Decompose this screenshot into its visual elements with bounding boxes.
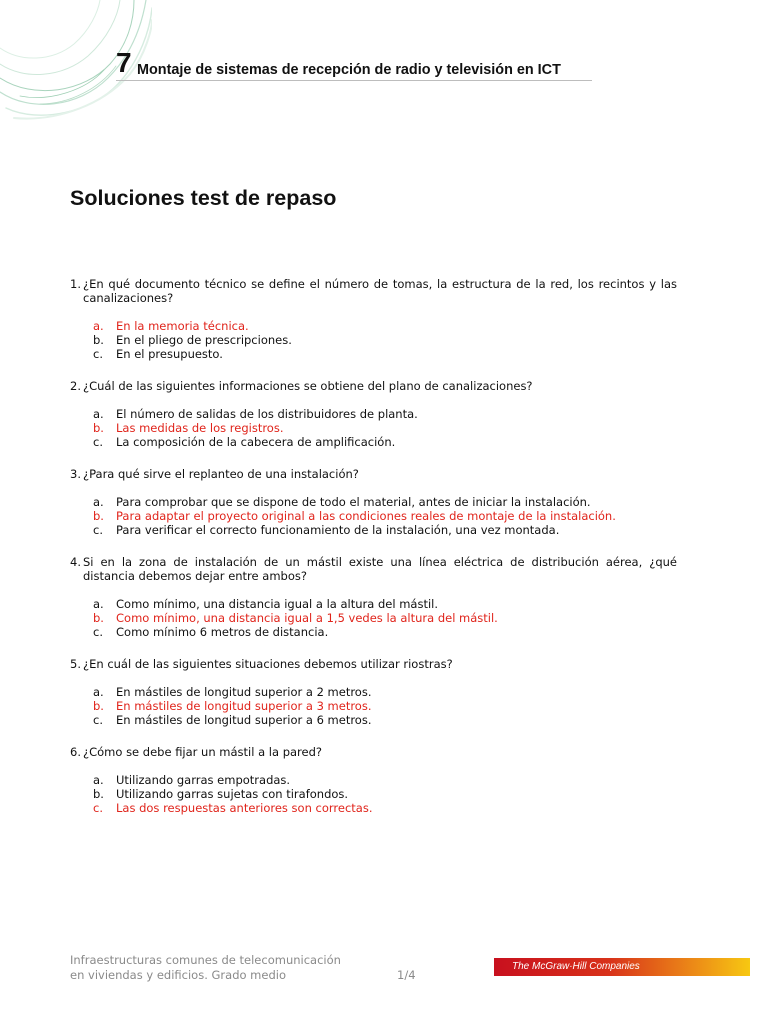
footer-book-title	[70, 953, 341, 983]
option-text: Para verificar el correcto funcionamiento de la instalación, una vez montada.	[116, 523, 560, 537]
option-letter: a.	[93, 319, 104, 333]
option-letter: a.	[93, 773, 104, 787]
question-item	[70, 745, 677, 815]
option-text: Utilizando garras empotradas.	[116, 773, 291, 787]
question-item	[70, 657, 677, 727]
publisher-logo-text: The McGraw·Hill Companies	[512, 961, 640, 972]
option-text: Las dos respuestas anteriores son correctas.	[116, 801, 373, 815]
question-text: ¿Cuál de las siguientes informaciones se obtiene del plano de canalizaciones?	[83, 379, 533, 393]
question-text: ¿Para qué sirve el replanteo de una instalación?	[83, 467, 359, 481]
option-text: En mástiles de longitud superior a 6 metros.	[116, 713, 372, 727]
option-letter: a.	[93, 407, 104, 421]
answer-option	[70, 625, 677, 639]
option-letter: a.	[93, 495, 104, 509]
question-line	[70, 277, 677, 305]
option-text: En mástiles de longitud superior a 2 metros.	[116, 685, 372, 699]
chapter-title: Montaje de sistemas de recepción de radio y televisión en ICT	[137, 62, 561, 78]
option-letter: c.	[93, 347, 103, 361]
question-number: 1.	[70, 277, 81, 291]
question-line	[70, 745, 677, 759]
option-text: Como mínimo, una distancia igual a 1,5 vedes la altura del mástil.	[116, 611, 498, 625]
option-letter: c.	[93, 801, 103, 815]
option-letter: b.	[93, 611, 104, 625]
answer-option	[70, 407, 677, 421]
question-item	[70, 555, 677, 639]
answer-option-correct	[70, 421, 677, 435]
answer-option	[70, 523, 677, 537]
option-letter: b.	[93, 333, 104, 347]
footer-book-title-line2: en viviendas y edificios. Grado medio	[70, 968, 286, 982]
page-number: 1/4	[397, 968, 416, 982]
answer-option	[70, 597, 677, 611]
answer-option-correct	[70, 611, 677, 625]
option-text: Como mínimo, una distancia igual a la altura del mástil.	[116, 597, 438, 611]
answer-options	[70, 597, 677, 639]
option-text: Utilizando garras sujetas con tirafondos.	[116, 787, 349, 801]
question-number: 3.	[70, 467, 81, 481]
question-number: 2.	[70, 379, 81, 393]
answer-options	[70, 319, 677, 361]
option-text: En el pliego de prescripciones.	[116, 333, 292, 347]
option-text: La composición de la cabecera de amplificación.	[116, 435, 396, 449]
option-letter: b.	[93, 509, 104, 523]
answer-option	[70, 333, 677, 347]
option-text: En la memoria técnica.	[116, 319, 249, 333]
answer-options	[70, 685, 677, 727]
option-text: Como mínimo 6 metros de distancia.	[116, 625, 329, 639]
option-letter: b.	[93, 421, 104, 435]
answer-option-correct	[70, 319, 677, 333]
page-title: Soluciones test de repaso	[70, 186, 337, 210]
answer-option	[70, 495, 677, 509]
answer-options	[70, 495, 677, 537]
footer-book-title-line1: Infraestructuras comunes de telecomunicación	[70, 953, 341, 967]
option-letter: c.	[93, 523, 103, 537]
option-letter: a.	[93, 685, 104, 699]
option-letter: c.	[93, 713, 103, 727]
option-text: En el presupuesto.	[116, 347, 223, 361]
publisher-logo	[494, 958, 750, 976]
question-number: 4.	[70, 555, 81, 569]
question-item	[70, 379, 677, 449]
option-text: En mástiles de longitud superior a 3 metros.	[116, 699, 372, 713]
option-letter: c.	[93, 435, 103, 449]
question-text: Si en la zona de instalación de un mástil existe una línea eléctrica de distribución aérea, ¿qué distancia debemos dejar entre ambos?	[83, 555, 677, 583]
questions-list	[70, 277, 677, 833]
chapter-number: 7	[116, 47, 132, 78]
option-letter: c.	[93, 625, 103, 639]
option-text: Para comprobar que se dispone de todo el material, antes de iniciar la instalación.	[116, 495, 591, 509]
question-text: ¿Cómo se debe fijar un mástil a la pared?	[83, 745, 322, 759]
answer-option	[70, 787, 677, 801]
option-text: Para adaptar el proyecto original a las condiciones reales de montaje de la instalación.	[116, 509, 616, 523]
answer-options	[70, 773, 677, 815]
answer-option	[70, 773, 677, 787]
answer-option	[70, 685, 677, 699]
answer-option-correct	[70, 699, 677, 713]
question-line	[70, 379, 677, 393]
chapter-header	[116, 46, 592, 81]
question-line	[70, 467, 677, 481]
question-text: ¿En qué documento técnico se define el número de tomas, la estructura de la red, los recintos y las canalizaciones?	[83, 277, 677, 305]
answer-option	[70, 435, 677, 449]
question-line	[70, 555, 677, 583]
question-number: 5.	[70, 657, 81, 671]
answer-options	[70, 407, 677, 449]
answer-option	[70, 347, 677, 361]
option-letter: b.	[93, 699, 104, 713]
question-item	[70, 467, 677, 537]
question-line	[70, 657, 677, 671]
question-number: 6.	[70, 745, 81, 759]
question-text: ¿En cuál de las siguientes situaciones debemos utilizar riostras?	[83, 657, 453, 671]
option-text: Las medidas de los registros.	[116, 421, 284, 435]
option-text: El número de salidas de los distribuidores de planta.	[116, 407, 418, 421]
answer-option-correct	[70, 509, 677, 523]
answer-option	[70, 713, 677, 727]
question-item	[70, 277, 677, 361]
answer-option-correct	[70, 801, 677, 815]
option-letter: a.	[93, 597, 104, 611]
option-letter: b.	[93, 787, 104, 801]
